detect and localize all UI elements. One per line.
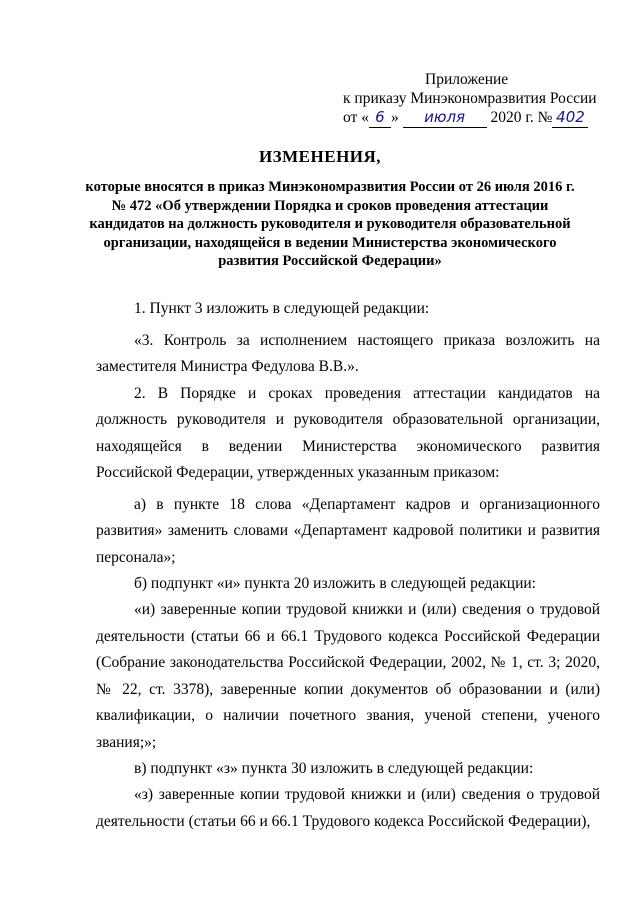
paragraph: в) подпункт «з» пункта 30 изложить в следующей редакции:	[134, 759, 534, 777]
document-subtitle: которые вносятся в приказ Минэкономразвития России от 26 июля 2016 г. № 472 «Об утверждении Порядка и сроков проведения аттестации кандидатов на должность руководителя и руководителя образовательной организации, находящейся в ведении Министерства экономического развития Российской Федерации»	[85, 179, 575, 269]
order-date-line	[343, 108, 603, 128]
handwritten-month: июля	[403, 108, 487, 128]
appendix-header	[343, 70, 603, 128]
year-and-number-label: 2020 г. №	[490, 109, 553, 126]
appendix-label: Приложение	[425, 71, 509, 88]
paragraph: а) в пункте 18 слова «Департамент кадров и организационного развития» заменить словами «Департамент кадровой политики и развития персонала»;	[96, 495, 600, 566]
date-mid: »	[390, 109, 399, 126]
date-prefix: от «	[343, 109, 369, 126]
paragraph: 2. В Порядке и сроках проведения аттестации кандидатов на должность руководителя и руководителя образовательной организации, находящейся в ведении Министерства экономического развития Российской Федерации, утвержденных указанным приказом:	[96, 384, 600, 481]
paragraph: 1. Пункт 3 изложить в следующей редакции:	[134, 300, 430, 317]
paragraph: б) подпункт «и» пункта 20 изложить в следующей редакции:	[134, 575, 536, 593]
handwritten-order-number: 402	[552, 108, 588, 128]
paragraph: «3. Контроль за исполнением настоящего приказа возложить на заместителя Министра Федулова В.В.».	[96, 331, 600, 376]
document-title: ИЗМЕНЕНИЯ,	[258, 147, 382, 166]
handwritten-day: 6	[369, 108, 391, 128]
order-reference: к приказу Минэкономразвития России	[343, 90, 597, 107]
paragraph: «з) заверенные копии трудовой книжки и (или) сведения о трудовой деятельности (статьи 66 и 66.1 Трудового кодекса Российской Федерации),	[96, 786, 600, 830]
paragraph: «и) заверенные копии трудовой книжки и (или) сведения о трудовой деятельности (статьи 66 и 66.1 Трудового кодекса Российской Федерации (Собрание законодательства Российской Федерации, 2002, № 1, ст. 3; 2020, № 22, ст. 3378), заверенные копии документов об образовании и (или) квалификации, о наличии почетного звания, ученой степени, ученого звания;»;	[96, 601, 600, 751]
document-body	[96, 296, 600, 835]
